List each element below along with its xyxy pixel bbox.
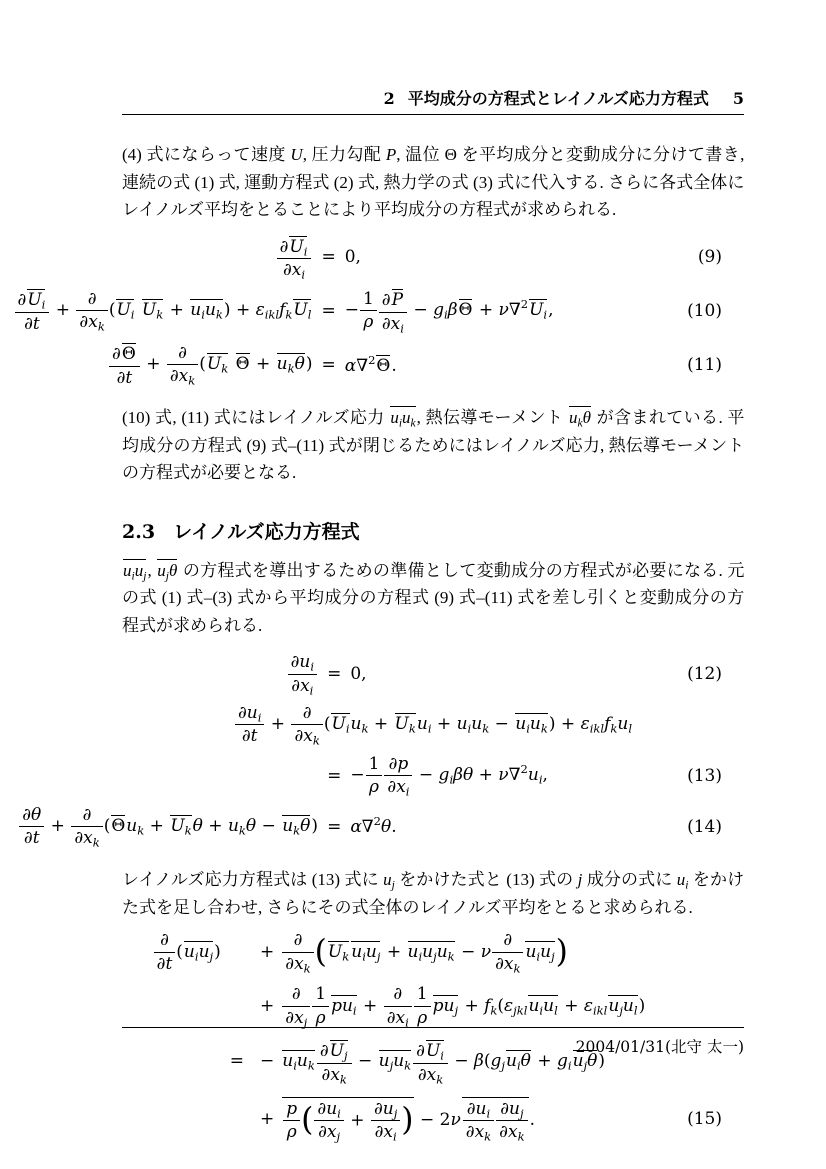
equation-relation: = xyxy=(321,354,336,375)
equation-block-fluctuation xyxy=(22,652,744,850)
equation-rhs: $\frac{\partial}{\partial x_j}$ $\frac{1}{\rho}$ $pu_i$ + $\frac{\partial}{\partial x_i}$ $\frac{1}{\rho}$ $pu_j + f_k(\varepsilon_{jkl}u_iu_l + \varepsilon_{ikl}u_ju_l)$ xyxy=(281,984,645,1028)
page-content xyxy=(17,0,745,1144)
equation-number: (15) xyxy=(687,1108,722,1129)
footer-date-author: 2004/01/31(北守 太一) xyxy=(575,1038,744,1056)
paragraph-closure-note: (10) 式, (11) 式にはレイノルズ応力 $u_iu_k$, 熱伝導モーメント $u_k\theta$ が含まれている. 平均成分の方程式 (9) 式–(11) 式が閉じるためにはレイノルズ応力, 熱伝導モーメントの方程式が必要となる. xyxy=(122,408,745,483)
equation-lhs: $\frac{\partial U_i}{\partial t}$ + $\frac{\partial}{\partial x_k}$ ($U_i$ $U_k + u_iu_k) + \varepsilon_{ikl}f_kU_l$ xyxy=(14,287,313,334)
footer-rule xyxy=(122,1027,744,1028)
header-section-number: 2 xyxy=(383,89,395,108)
header-page-number: 5 xyxy=(732,89,744,108)
equation-rhs: − $\frac{1}{\rho}$ $\frac{\partial p}{\partial x_i}$ − $g_i\beta\theta + \nu\nabla^2u_i$, xyxy=(350,753,548,799)
paragraph-fluctuation-intro: $u_iu_j$, $u_j\theta$ の方程式を導出するための準備として変動成分の方程式が必要になる. 元の式 (1) 式–(3) 式から平均成分の方程式 (9) 式–(11) 式を差し引くと変動成分の方程式が求められる. xyxy=(122,560,745,635)
equation-lhs: $\frac{\partial u_i}{\partial x_i}$ xyxy=(287,652,318,696)
equation-operator: + xyxy=(260,1108,275,1129)
equation-lhs: $\frac{\partial\theta}{\partial t}$ + $\frac{\partial}{\partial x_k}$ $(\Theta u_k + U_k\theta + u_k\theta - u_k\theta)$ xyxy=(18,805,318,849)
equation-relation: = xyxy=(327,765,342,786)
section-heading xyxy=(122,517,744,544)
section-number: 2.3 xyxy=(122,520,156,543)
equation-operator: + xyxy=(260,996,275,1017)
equation-number: (9) xyxy=(697,246,722,267)
equation-block-mean-field xyxy=(17,234,744,389)
header-rule xyxy=(122,114,744,115)
equation-relation: = xyxy=(321,300,336,321)
equation-lhs: $\frac{\partial}{\partial t}$ $(u_iu_j)$ xyxy=(153,930,221,974)
page-header xyxy=(122,86,744,109)
header-title: 平均成分の方程式とレイノルズ応力方程式 xyxy=(407,91,709,108)
equation-relation: = xyxy=(321,246,336,267)
equation-rhs: 0, xyxy=(344,246,361,267)
equation-lhs: $\frac{\partial U_i}{\partial x_i}$ xyxy=(276,234,313,281)
equation-lhs: $\frac{\partial\Theta}{\partial t}$ + $\frac{\partial}{\partial x_k}$ ($U_k$ $\Theta + u_k\theta$) xyxy=(108,341,312,388)
equation-rhs: α∇$^2$θ. xyxy=(350,813,397,837)
equation-rhs: $u_iu_k$ $\frac{\partial U_j}{\partial x_k}$ − $u_ju_k$ $\frac{\partial U_i}{\partial x_k}$ − $\beta(g_ju_i\theta + g_iu_j\theta)$ xyxy=(281,1038,605,1085)
equation-rhs: $\frac{p}{\rho}$ ( $\frac{\partial u_i}{\partial x_j}$ + $\frac{\partial u_j}{\partial x_i}$ ) − 2ν $\frac{\partial u_i}{\partial x_k}$ $\frac{\partial u_j}{\partial x_k}$ . xyxy=(281,1095,535,1143)
paragraph-reynolds-stress-derivation: レイノルズ応力方程式は (13) 式に $u_j$ をかけた式と (13) 式の j 成分の式に $u_i$ をかけた式を足し合わせ, さらにその式全体のレイノルズ平均をとると求められる. xyxy=(122,870,745,917)
page-footer xyxy=(122,1027,744,1057)
equation-number: (12) xyxy=(687,664,722,685)
equation-number: (14) xyxy=(687,816,722,837)
equation-relation: = xyxy=(229,1051,245,1072)
equation-continuation: $\frac{\partial u_i}{\partial t}$ + $\frac{\partial}{\partial x_k}$ $(U_iu_k + U_ku_i + u_iu_k - u_iu_k) + \varepsilon_{ikl}f_ku_l$ xyxy=(234,703,632,747)
equation-operator: − xyxy=(260,1051,275,1072)
equation-relation: = xyxy=(327,664,342,685)
paragraph-mean-field-intro: (4) 式にならって速度 U, 圧力勾配 P, 温位 Θ を平均成分と変動成分に分けて書き, 連続の式 (1) 式, 運動方程式 (2) 式, 熱力学の式 (3) 式に代入する. さらに各式全体にレイノルズ平均をとることにより平均成分の方程式が求められる. xyxy=(122,145,745,219)
equation-rhs: $\frac{\partial}{\partial x_k}$ ($U_k$ $u_iu_j + u_iu_ju_k - \nu$ $\frac{\partial}{\partial x_k}$ $u_iu_j$) xyxy=(281,930,568,974)
equation-rhs: − $\frac{1}{\rho}$ $\frac{\partial P}{\partial x_i}$ − $g_i\beta\Theta + \nu\nabla^2U_i$, xyxy=(344,289,554,336)
section-title: レイノルズ応力方程式 xyxy=(173,521,360,543)
equation-number: (10) xyxy=(687,300,722,321)
equation-relation: = xyxy=(327,816,342,837)
equation-number: (13) xyxy=(687,765,722,786)
equation-operator: + xyxy=(260,942,275,963)
equation-number: (11) xyxy=(687,354,722,375)
equation-rhs: α∇$^2$Θ. xyxy=(344,353,397,377)
equation-rhs: 0, xyxy=(350,664,367,685)
